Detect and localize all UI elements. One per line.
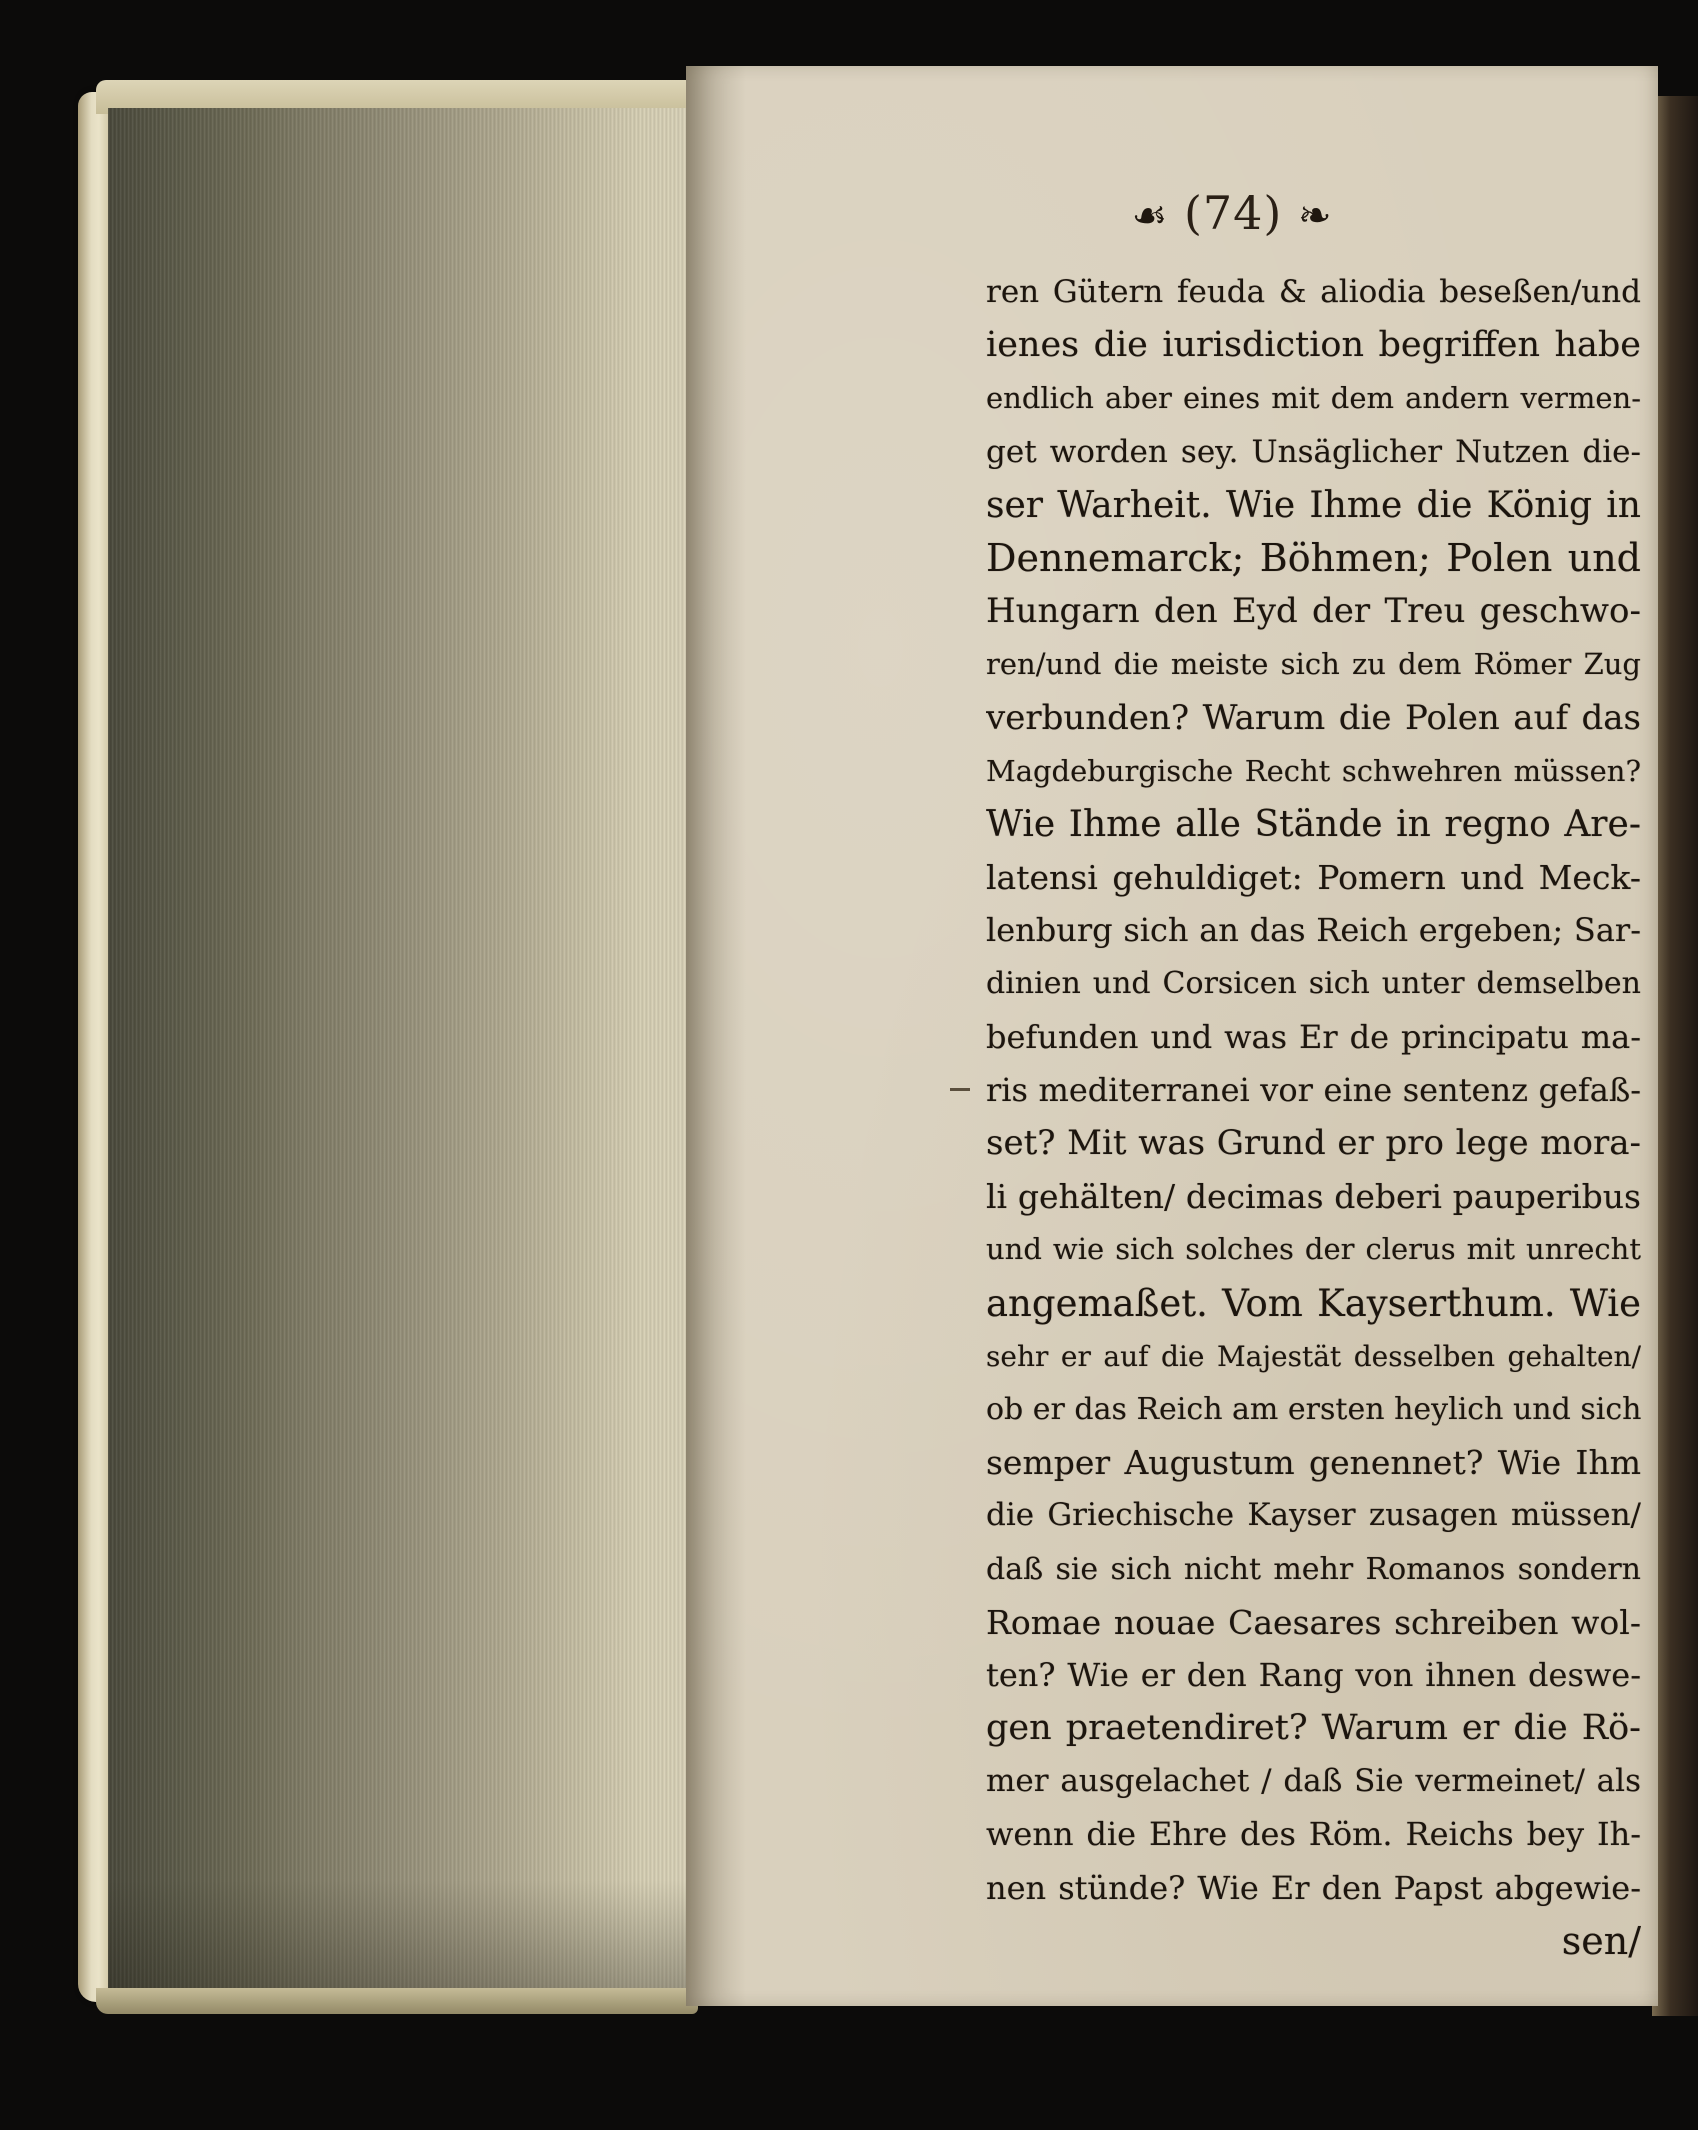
- page-body-text: [986, 266, 1641, 1968]
- book-cover-bottom: [96, 1988, 698, 2014]
- facing-page-sliver: [1652, 96, 1698, 2016]
- text-line: ris mediterranei vor eine sentenz gefaß-: [986, 1070, 1641, 1109]
- page-edges-shadow: [108, 1880, 688, 2000]
- text-line: angemaßet. Vom Kayserthum. Wie: [986, 1281, 1641, 1325]
- text-line: ser Warheit. Wie Ihme die König in: [986, 484, 1641, 526]
- text-line: ren Gütern feuda & aliodia beseßen/und: [986, 274, 1641, 310]
- gutter-shadow: [686, 66, 746, 2006]
- text-line: ren/und die meiste sich zu dem Römer Zug: [986, 647, 1641, 682]
- text-line: die Griechische Kayser zusagen müssen/: [986, 1497, 1641, 1534]
- text-line: wenn die Ehre des Röm. Reichs bey Ih-: [986, 1815, 1641, 1854]
- text-line: sen/: [1561, 1918, 1641, 1963]
- text-line: verbunden? Warum die Polen auf das: [986, 697, 1641, 738]
- text-line: und wie sich solches der clerus mit unrecht: [986, 1232, 1641, 1267]
- printed-page: [686, 66, 1658, 2006]
- text-line: mer ausgelachet / daß Sie vermeinet/ als: [986, 1763, 1641, 1800]
- text-line: nen stünde? Wie Er den Papst abgewie-: [986, 1868, 1641, 1907]
- text-line: set? Mit was Grund er pro lege mora-: [986, 1123, 1641, 1163]
- text-line: ienes die iurisdiction begriffen habe: [986, 325, 1641, 366]
- text-line: lenburg sich an das Reich ergeben; Sar-: [986, 911, 1641, 950]
- text-line: befunden und was Er de principatu ma-: [986, 1017, 1641, 1056]
- text-line: Magdeburgische Recht schwehren müssen?: [986, 753, 1641, 788]
- text-line: Romae nouae Caesares schreiben wol-: [986, 1602, 1641, 1642]
- text-line: Dennemarck; Böhmen; Polen und: [986, 535, 1641, 580]
- text-line: Hungarn den Eyd der Treu geschwo-: [986, 591, 1641, 632]
- left-ornament-icon: ☙: [1131, 193, 1169, 239]
- text-line: semper Augustum genennet? Wie Ihm: [986, 1443, 1641, 1483]
- text-line: gen praetendiret? Warum er die Rö-: [986, 1708, 1641, 1749]
- text-line: dinien und Corsicen sich unter demselben: [986, 966, 1641, 1002]
- right-ornament-icon: ❧: [1298, 193, 1333, 239]
- text-line: endlich aber eines mit dem andern vermen-: [986, 381, 1641, 416]
- text-line: sehr er auf die Majestät desselben gehalten/: [986, 1339, 1641, 1373]
- text-line: Wie Ihme alle Stände in regno Are-: [986, 803, 1641, 845]
- text-line: latensi gehuldiget: Pomern und Meck-: [986, 858, 1641, 898]
- page-number-header: [686, 186, 1658, 240]
- page-number: (74): [1183, 186, 1283, 240]
- text-line: ob er das Reich am ersten heylich und sich: [986, 1391, 1641, 1427]
- margin-mark: [950, 1088, 970, 1091]
- text-line: li gehälten/ decimas deberi pauperibus: [986, 1177, 1641, 1217]
- text-line: ten? Wie er den Rang von ihnen deswe-: [986, 1655, 1641, 1694]
- page-edges-block: [108, 108, 688, 2000]
- text-line: get worden sey. Unsäglicher Nutzen die-: [986, 433, 1641, 470]
- text-line: daß sie sich nicht mehr Romanos sondern: [986, 1551, 1641, 1587]
